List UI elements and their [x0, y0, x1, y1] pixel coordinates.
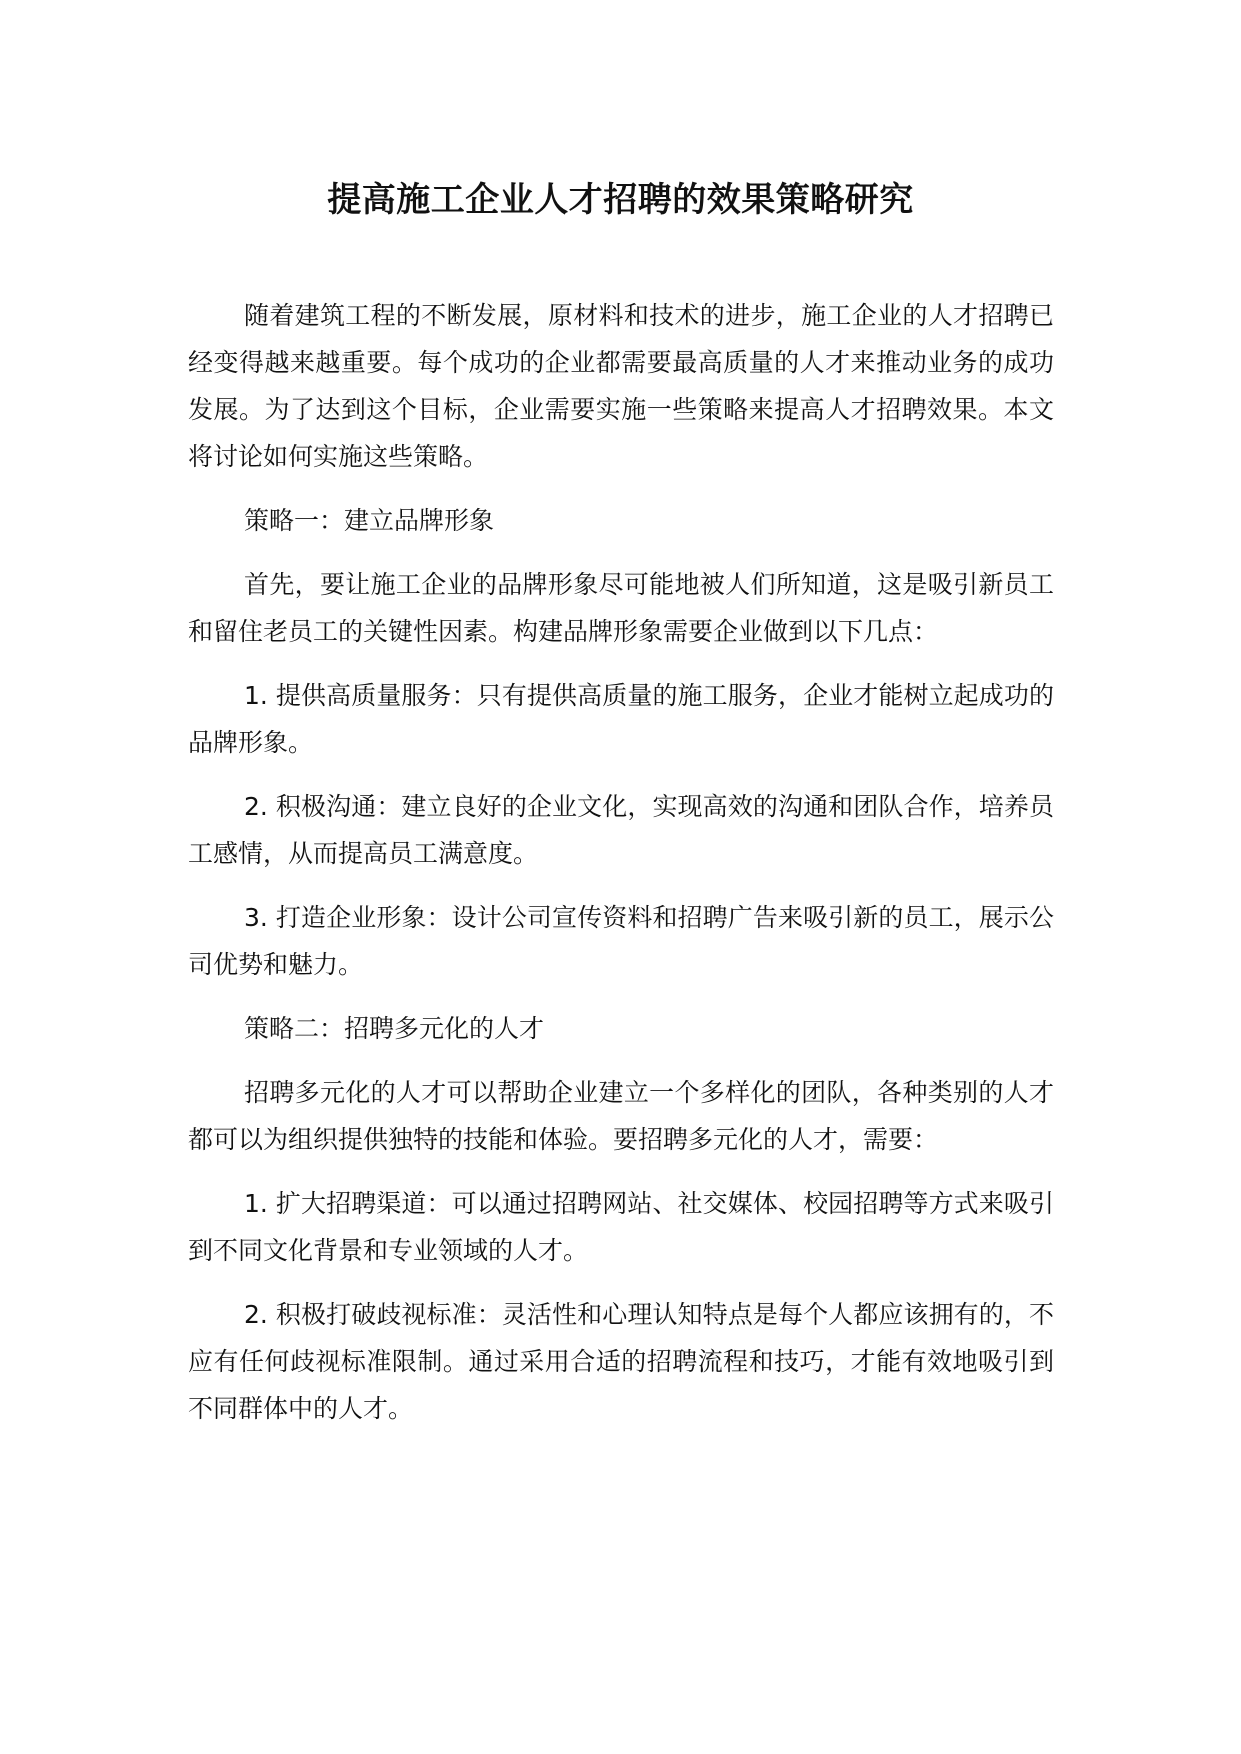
- strategy-one-item-1: 1. 提供高质量服务：只有提供高质量的施工服务，企业才能树立起成功的品牌形象。: [188, 681, 1054, 757]
- intro-paragraph: 随着建筑工程的不断发展，原材料和技术的进步，施工企业的人才招聘已经变得越来越重要。每个成功的企业都需要最高质量的人才来推动业务的成功发展。为了达到这个目标，企业需要实施一些策略来提高人才招聘效果。本文将讨论如何实施这些策略。: [188, 301, 1054, 471]
- strategy-one-item-3: 3. 打造企业形象：设计公司宣传资料和招聘广告来吸引新的员工，展示公司优势和魅力。: [188, 903, 1054, 979]
- strategy-one-heading: 策略一：建立品牌形象: [244, 506, 495, 535]
- document-body: [188, 292, 1054, 1449]
- document-title: 提高施工企业人才招聘的效果策略研究: [327, 180, 914, 220]
- strategy-one-intro: 首先，要让施工企业的品牌形象尽可能地被人们所知道，这是吸引新员工和留住老员工的关键性因素。构建品牌形象需要企业做到以下几点：: [188, 570, 1054, 646]
- strategy-two-intro: 招聘多元化的人才可以帮助企业建立一个多样化的团队，各种类别的人才都可以为组织提供独特的技能和体验。要招聘多元化的人才，需要：: [188, 1078, 1054, 1154]
- strategy-two-heading: 策略二：招聘多元化的人才: [244, 1014, 545, 1043]
- strategy-two-item-1: 1. 扩大招聘渠道：可以通过招聘网站、社交媒体、校园招聘等方式来吸引到不同文化背景和专业领域的人才。: [188, 1189, 1054, 1265]
- strategy-one-item-2: 2. 积极沟通：建立良好的企业文化，实现高效的沟通和团队合作，培养员工感情，从而提高员工满意度。: [188, 792, 1054, 868]
- strategy-two-item-2: 2. 积极打破歧视标准：灵活性和心理认知特点是每个人都应该拥有的，不应有任何歧视标准限制。通过采用合适的招聘流程和技巧，才能有效地吸引到不同群体中的人才。: [188, 1300, 1054, 1423]
